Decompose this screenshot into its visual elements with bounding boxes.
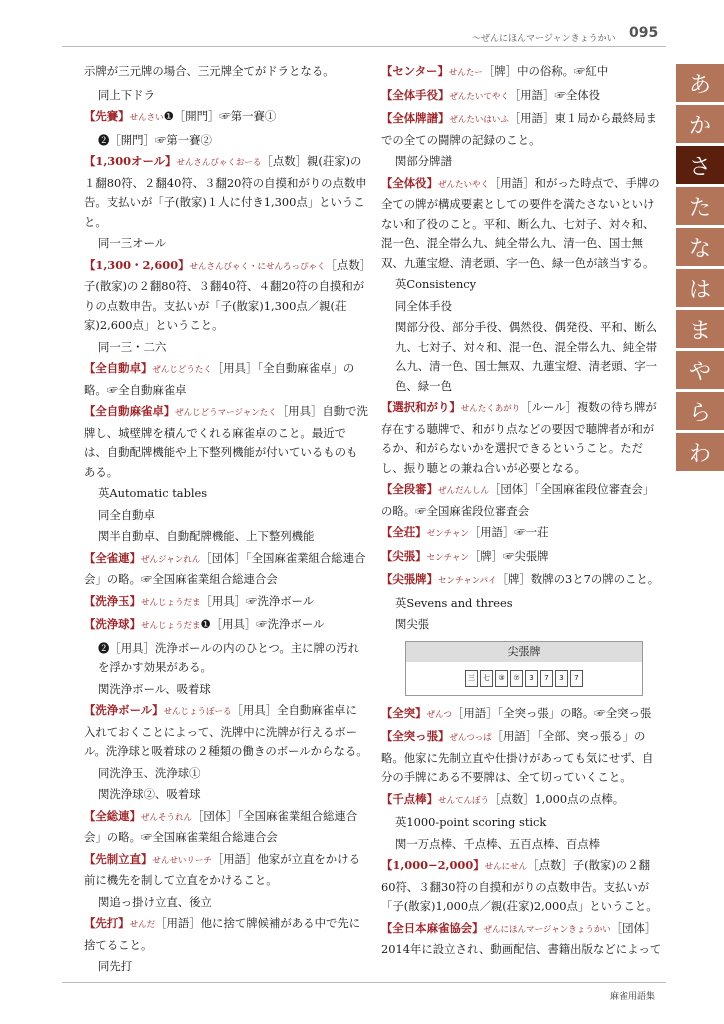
entry-reading: せんにせん: [484, 862, 528, 872]
entry-headword: 【尖張牌】: [381, 572, 438, 586]
entry-definition: ［用語］他に捨て牌候補がある中で先に捨てること。: [84, 916, 361, 952]
entry-definition: ［用語］「全部、突っ張る」の略。他家に先制立直や仕掛けがあっても気にせず、自分の手牌にある不要牌は、全て切っていくこと。: [381, 729, 654, 784]
dictionary-entry: [84, 549, 368, 590]
mahjong-tile: 7: [540, 670, 553, 687]
entry-definition: ［団体］2014年に設立され、動画配信、書籍出版などによって: [381, 920, 662, 956]
entry-sub-line: 同全体手役: [395, 298, 452, 313]
dictionary-entry: [381, 398, 663, 478]
page-number: 095: [629, 25, 659, 41]
index-tab[interactable]: あ: [676, 64, 724, 102]
entry-sub-line: 同全自動卓: [98, 507, 155, 522]
entry-definition: ❶［開門］☞第一賽①: [163, 109, 277, 123]
entry-sub-line: 関半自動卓、自動配牌機能、上下整列機能: [98, 529, 315, 543]
entry-headword: 【全突っ張】: [381, 729, 450, 743]
entry-headword: 【全突】: [381, 705, 427, 720]
entry-reading: ぜんにほんマージャンきょうかい: [483, 924, 611, 935]
index-tab[interactable]: か: [676, 105, 724, 143]
entry-headword: 【先打】: [84, 916, 130, 930]
mahjong-tile: 3: [525, 670, 538, 687]
entry-sub-line: 英Sevens and threes: [395, 595, 513, 610]
index-tab[interactable]: は: [676, 269, 724, 307]
entry-sub-line: 同一三・二六: [98, 339, 167, 354]
dictionary-entry: [381, 62, 663, 84]
entry-sub-line: 英Automatic tables: [98, 486, 208, 500]
entry-sub-line: 同先打: [98, 959, 133, 973]
entry-headword: 【センター】: [381, 64, 449, 78]
entry-sub-line: 英Consistency: [395, 277, 477, 291]
dictionary-entry: [381, 727, 663, 788]
dictionary-entry: [381, 480, 663, 521]
entry-reading: ぜんたいはいふ: [449, 115, 509, 125]
entry-headword: 【洗浄玉】: [84, 593, 141, 608]
entry-definition: ［用語］☞一荘: [468, 525, 549, 539]
footer-text: 麻雀用語集: [610, 992, 656, 1002]
entry-reading: ぜんじどうマージャンたく: [175, 408, 277, 418]
mahjong-tile: 三: [465, 670, 478, 687]
entry-reading: ゼンチャン: [426, 529, 469, 539]
entry-definition: ［用具］「全自動麻雀卓」の略。☞全自動麻雀卓: [84, 361, 355, 397]
entry-headword: 【尖張】: [381, 548, 427, 563]
index-tab[interactable]: ら: [676, 392, 724, 430]
entry-sub-line: 関部分牌譜: [395, 154, 452, 168]
dictionary-entry: [381, 547, 663, 569]
entry-definition: ［団体］「全国麻雀業組合総連合会」の略。☞全国麻雀業組合総連合会: [84, 808, 358, 844]
dictionary-entry: [381, 174, 663, 274]
entry-definition: ［点数］親(荘家)の１翻80符、２翻40符、３翻20符の自摸和がりの点数申告。支払いが「子(散家)１人に付き1,300点」ということ。: [84, 154, 367, 229]
entry-definition: ［ルール］複数の待ち牌が存在する聴牌で、和がり点などの要因で聴牌者が和がるか、和がらないかを選択できるということ。ただし、振り聴との兼ね合いが必要となる。: [381, 400, 657, 475]
entry-sub-line: 関部分役、部分手役、偶然役、偶発役、平和、断么九、七対子、対々和、混一色、混全帯么九、純全帯么九、清一色、国士無双、九蓮宝燈、清老頭、字一色、緑一色: [395, 320, 657, 393]
entry-reading: ぜんだんしん: [437, 486, 489, 496]
dictionary-entry: [84, 592, 368, 614]
mahjong-tile: 七: [480, 670, 493, 687]
entry-reading: ぜんたいてやく: [449, 91, 509, 102]
dictionary-entry: [381, 523, 663, 545]
running-header: 〜ぜんにほんマージャンきょうかい: [472, 34, 616, 44]
entry-headword: 【選択和がり】: [381, 400, 461, 414]
entry-definition: ❶［用具］☞洗浄ボール: [200, 617, 325, 631]
tile-row: [406, 662, 642, 695]
entry-reading: センチャン: [426, 552, 469, 563]
header-rule: [62, 46, 666, 47]
index-tab[interactable]: わ: [676, 433, 724, 471]
entry-definition: ［用語］他家が立直をかける前に機先を制して立直をかけること。: [84, 851, 360, 887]
entry-headword: 【千点棒】: [381, 791, 438, 806]
mahjong-tile: 3: [555, 670, 568, 687]
mahjong-tile: ⑦: [510, 670, 523, 687]
dictionary-entry: [381, 704, 663, 726]
entry-sub-line: 同洗浄玉、洗浄球①: [98, 765, 201, 780]
entry-definition: ［用語］東１局から最終局までの全ての闘牌の記録のこと。: [381, 111, 657, 147]
entry-definition: ［牌］数牌の3と7の牌のこと。: [496, 572, 660, 586]
dictionary-entry: [84, 807, 368, 848]
entry-reading: ぜんたいやく: [437, 179, 489, 190]
entry-headword: 【全自動卓】: [84, 361, 153, 375]
entry-reading: せんたー: [448, 68, 483, 78]
right-column: [381, 62, 663, 962]
entry-reading: せんさんびゃくおーる: [176, 158, 262, 168]
entry-headword: 【全体手役】: [381, 87, 450, 102]
entry-headword: 【全自動麻雀卓】: [84, 404, 176, 418]
entry-headword: 【1,300オール】: [84, 154, 177, 168]
dictionary-entry: [381, 790, 663, 812]
entry-definition: ［団体］「全国麻雀業組合総連合会」の略。☞全国麻雀業組合総連合会: [84, 550, 366, 586]
entry-headword: 【洗浄球】: [84, 617, 141, 631]
entry-reading: せんじょうぼーる: [163, 707, 232, 717]
entry-definition: 示牌が三元牌の場合、三元牌全てがドラとなる。: [84, 64, 335, 78]
entry-sub-line: 英1000-point scoring stick: [395, 815, 547, 829]
index-tab[interactable]: や: [676, 351, 724, 389]
entry-definition: ［用語］☞全体役: [508, 87, 601, 102]
entry-headword: 【全総連】: [84, 808, 141, 823]
entry-definition: ［用具］全自動麻雀卓に入れておくことによって、洗牌中に洗牌が行えるボール。洗浄球と吸着球の２種類の働きのボールからなる。: [84, 703, 368, 758]
entry-headword: 【洗浄ボール】: [84, 703, 164, 717]
dictionary-entry: [381, 109, 663, 150]
entry-definition: ［点数］子(散家)の２翻60符、３翻30符の自摸和がりの点数申告。支払いが「子(散家)1,000点／親(荘家)2,000点」ということ。: [381, 858, 658, 913]
entry-definition: ［点数］1,000点の点棒。: [488, 791, 625, 806]
entry-definition: ［用語］「全突っ張」の略。☞全突っ張: [451, 705, 652, 720]
dictionary-entry: [381, 86, 663, 108]
dictionary-entry: [84, 850, 368, 891]
index-tab[interactable]: た: [676, 187, 724, 225]
entry-sub-line: 関追っ掛け立直、後立: [98, 894, 212, 909]
entry-reading: ぜんじどうたく: [152, 365, 212, 375]
entry-headword: 【全雀連】: [84, 550, 141, 565]
entry-reading: せんてんぼう: [437, 795, 489, 806]
entry-headword: 【1,300・2,600】: [84, 257, 190, 272]
entry-headword: 【全日本麻雀協会】: [381, 920, 484, 935]
dictionary-entry: [84, 152, 368, 232]
entry-definition: ［用具］☞洗浄ボール: [200, 593, 315, 608]
entry-reading: せんせいリーチ: [152, 855, 212, 866]
dictionary-entry: [84, 107, 368, 129]
entry-definition: ［牌］☞尖張牌: [468, 548, 549, 563]
entry-reading: せんたくあがり: [460, 404, 521, 414]
entry-definition: ［用具］自動で洗牌し、城壁牌を積んでくれる麻雀卓のこと。最近では、自動配牌機能や上下整列機能が付いているものもある。: [84, 404, 368, 479]
dictionary-entry: [381, 570, 663, 592]
entry-reading: ぜんつっぱ: [449, 733, 492, 743]
entry-reading: ぜんそうれん: [140, 812, 192, 823]
entry-reading: センチャンパイ: [437, 576, 497, 586]
mahjong-tile: ③: [495, 670, 508, 687]
entry-reading: せんじょうだま: [140, 597, 201, 608]
dictionary-entry: [84, 615, 368, 637]
entry-sub-line: 同上下ドラ: [98, 87, 155, 102]
entry-definition: ［点数］子(散家)の２翻80符、３翻40符、４翻20符の自摸和がりの点数申告。支払いが「子(散家)1,300点／親(荘家)2,600点」ということ。: [84, 257, 366, 332]
dictionary-entry: [84, 62, 368, 84]
entry-sub-line: 関尖張: [395, 617, 430, 631]
tile-figure: [405, 641, 643, 696]
entry-reading: ぜんつ: [426, 709, 452, 720]
dictionary-entry: [84, 256, 368, 336]
entry-definition: ［牌］中の俗称。☞紅中: [482, 64, 609, 78]
entry-headword: 【全荘】: [381, 525, 427, 539]
entry-sub-line: 関一万点棒、千点棒、五百点棒、百点棒: [395, 836, 601, 851]
entry-reading: せんさんびゃく・にせんろっぴゃく: [189, 261, 326, 272]
entry-sub-line: 関洗浄ボール、吸着球: [98, 681, 211, 696]
entry-reading: ぜんジャンれん: [140, 554, 201, 565]
entry-headword: 【全体役】: [381, 175, 438, 190]
entry-sub-line: 同一三オール: [98, 236, 167, 250]
dictionary-entry: [381, 919, 663, 960]
tile-figure-title: 尖張牌: [406, 642, 642, 662]
mahjong-tile: 7: [570, 670, 583, 687]
index-tabs: [676, 64, 724, 474]
dictionary-entry: [84, 359, 368, 400]
index-tab[interactable]: な: [676, 228, 724, 266]
entry-definition: ［団体］「全国麻雀段位審査会」の略。☞全国麻雀段位審査会: [381, 482, 655, 518]
entry-headword: 【先制立直】: [84, 851, 153, 866]
footer-rule: [62, 982, 666, 983]
entry-headword: 【全体牌譜】: [381, 111, 450, 125]
entry-headword: 【1,000−2,000】: [381, 858, 485, 872]
entry-sub-line: ❷［用具］洗浄ボールの内のひとつ。主に牌の汚れを浮かす効果がある。: [98, 640, 360, 674]
index-tab[interactable]: さ: [676, 146, 724, 184]
entry-headword: 【全段審】: [381, 482, 438, 496]
entry-sub-line: ❷［開門］☞第一賽②: [98, 132, 212, 147]
entry-definition: ［用語］和がった時点で、手牌の全ての牌が構成要素としての要件を満たさないといけない和了役のこと。平和、断么九、七対子、対々和、混一色、混全帯么九、純全帯么九、清一色、国士無双、九蓮宝燈、清老頭、字一色、緑一色が該当する。: [381, 175, 660, 270]
index-tab[interactable]: ま: [676, 310, 724, 348]
left-column: [84, 62, 368, 979]
dictionary-entry: [84, 402, 368, 482]
dictionary-entry: [84, 701, 368, 762]
entry-reading: せんだ: [129, 920, 156, 930]
entry-reading: せんさい: [129, 113, 164, 123]
entry-reading: せんじょうだま: [140, 621, 201, 631]
dictionary-entry: [381, 856, 663, 917]
entry-headword: 【先賽】: [84, 109, 130, 123]
entry-sub-line: 関洗浄球②、吸着球: [98, 787, 201, 801]
dictionary-entry: [84, 914, 368, 955]
